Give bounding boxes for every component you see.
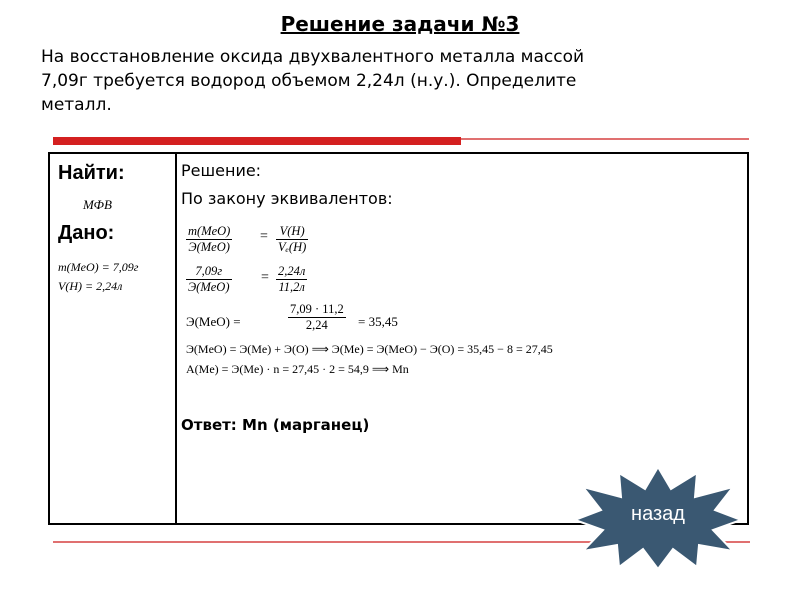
formula-3-num: 7,09 · 11,2 xyxy=(290,302,344,316)
given-mass: m(MeO) = 7,09г xyxy=(58,260,139,274)
formula-1-right xyxy=(276,224,308,255)
formula-1-left xyxy=(186,224,232,255)
formula-3-fraction xyxy=(288,302,346,333)
find-value: МФВ xyxy=(83,197,112,212)
formula-2-num-right: 2,24л xyxy=(278,264,306,278)
back-button-label: назад xyxy=(631,503,685,525)
find-label: Найти: xyxy=(58,162,125,184)
formula-2-den-left: Э(MeO) xyxy=(188,280,230,294)
formula-1-num-left: m(MeO) xyxy=(188,224,231,238)
equals-sign: = xyxy=(261,270,269,285)
equals-sign: = xyxy=(260,229,268,244)
back-button[interactable] xyxy=(573,465,743,570)
formula-2-den-right: 11,2л xyxy=(278,280,305,294)
problem-statement xyxy=(41,45,721,117)
formula-3-den: 2,24 xyxy=(305,318,328,332)
formula-3-left: Э(MeO) = xyxy=(186,314,241,329)
problem-line-2: 7,09г требуется водород объемом 2,24л (н.у.). Определите xyxy=(41,71,577,91)
formula-2-left xyxy=(186,264,232,295)
given-label: Дано: xyxy=(58,222,115,244)
formula-4: Э(MeO) = Э(Me) + Э(O) ⟹ Э(Me) = Э(MeO) − Э(O) = 35,45 − 8 = 27,45 xyxy=(186,342,553,356)
formula-3-right: = 35,45 xyxy=(358,314,398,329)
column-divider xyxy=(175,154,177,523)
problem-line-3: металл. xyxy=(41,95,112,115)
formula-1-den-right: Vₑ(H) xyxy=(278,240,307,254)
page-title: Решение задачи №3 xyxy=(280,12,520,36)
formula-1-num-right: V(H) xyxy=(276,224,308,240)
problem-line-1: На восстановление оксида двухвалентного металла массой xyxy=(41,47,585,67)
answer-text: Ответ: Mn (марганец) xyxy=(181,416,370,434)
accent-divider-bar xyxy=(53,137,461,145)
given-volume: V(H) = 2,24л xyxy=(58,279,123,293)
formula-2-right xyxy=(276,264,307,295)
formula-1-den-left: Э(MeO) xyxy=(188,240,230,254)
solution-label: Решение: xyxy=(181,161,262,180)
formula-5: A(Me) = Э(Me) · n = 27,45 · 2 = 54,9 ⟹ Mn xyxy=(186,362,409,376)
law-label: По закону эквивалентов: xyxy=(181,189,393,208)
thin-divider-line xyxy=(461,138,749,140)
formula-2-num-left: 7,09г xyxy=(186,264,232,280)
